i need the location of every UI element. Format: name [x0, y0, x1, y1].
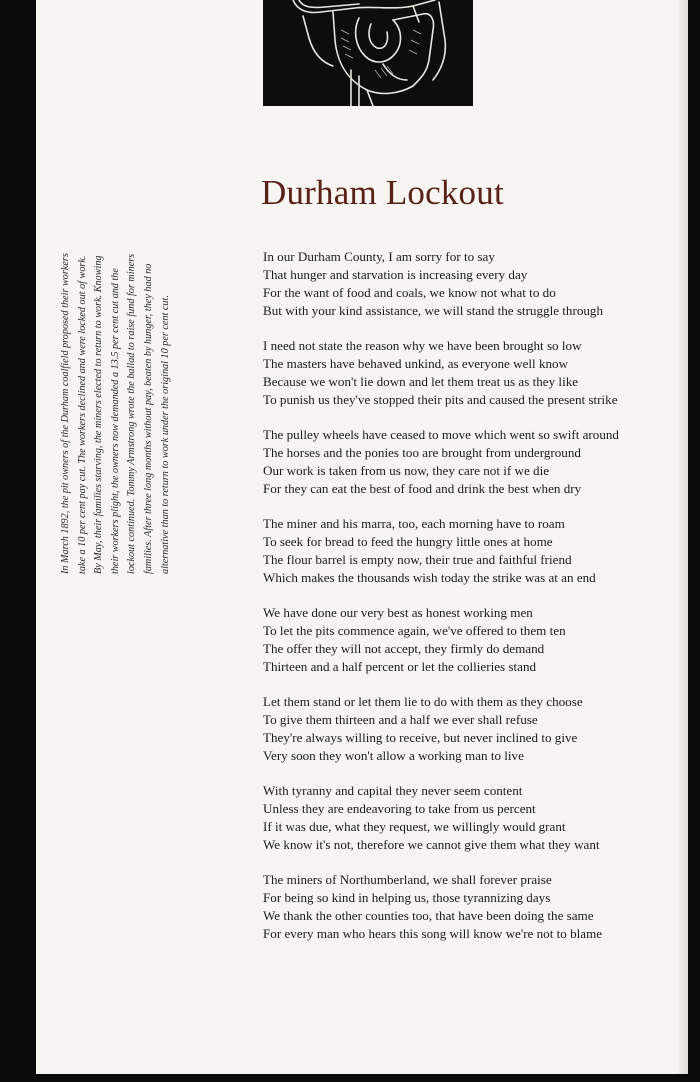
poem-line: The offer they will not accept, they firmly do demand	[263, 641, 545, 656]
poem-line: Very soon they won't allow a working man to live	[263, 748, 524, 763]
stanza-2	[263, 337, 683, 409]
paper-sheet	[36, 0, 688, 1074]
woodcut-engraving	[263, 0, 473, 106]
sidenote-line: take a 10 per cent pay cut. The workers declined and were locked out of work.	[76, 255, 88, 574]
poem-line: For being so kind in helping us, those tyrannizing days	[263, 890, 551, 905]
poem-body	[263, 248, 683, 960]
sidenote-line: alternative than to return to work under the original 10 per cent cut.	[159, 295, 171, 574]
page-title: Durham Lockout	[261, 173, 504, 212]
poem-line: With tyranny and capital they never seem content	[263, 783, 523, 798]
poem-line: We know it's not, therefore we cannot give them what they want	[263, 837, 600, 852]
poem-line: Our work is taken from us now, they care not if we die	[263, 463, 550, 478]
poem-line: The miners of Northumberland, we shall forever praise	[263, 872, 552, 887]
poem-line: The pulley wheels have ceased to move which went so swift around	[263, 427, 619, 442]
poem-line: To seek for bread to feed the hungry little ones at home	[263, 534, 553, 549]
poem-line: To punish us they've stopped their pits and caused the present strike	[263, 392, 618, 407]
sidenote-line: families. After three long months without pay, beaten by hunger, they had no	[142, 263, 154, 574]
woodcut-illustration	[263, 0, 473, 106]
stanza-3	[263, 426, 683, 498]
poem-line: To give them thirteen and a half we ever shall refuse	[263, 712, 538, 727]
poem-line: In our Durham County, I am sorry for to say	[263, 249, 495, 264]
poem-line: The masters have behaved unkind, as everyone well know	[263, 356, 569, 371]
poem-line: To let the pits commence again, we've offered to them ten	[263, 623, 566, 638]
poem-line: That hunger and starvation is increasing every day	[263, 267, 528, 282]
poem-line: I need not state the reason why we have been brought so low	[263, 338, 582, 353]
poem-line: Unless they are endeavoring to take from us percent	[263, 801, 536, 816]
sidenote-line: By May, their families starving, the miners elected to return to work. Knowing	[93, 255, 105, 574]
poem-line: If it was due, what they request, we willingly would grant	[263, 819, 566, 834]
stanza-5	[263, 604, 683, 676]
poem-line: For the want of food and coals, we know not what to do	[263, 285, 556, 300]
poem-line: The flour barrel is empty now, their true and faithful friend	[263, 552, 572, 567]
poem-line: Let them stand or let them lie to do with them as they choose	[263, 694, 583, 709]
poem-line: But with your kind assistance, we will stand the struggle through	[263, 303, 604, 318]
stanza-7	[263, 782, 683, 854]
poem-line: We thank the other counties too, that have been doing the same	[263, 908, 594, 923]
poem-line: For every man who hears this song will know we're not to blame	[263, 926, 603, 941]
sidenote-line: lockout continued. Tommy Armstrong wrote the ballad to raise fund for miners	[126, 253, 138, 574]
sidenote-line: In March 1892, the pit owners of the Durham coalfield proposed their workers	[60, 253, 71, 574]
stanza-1	[263, 248, 683, 320]
stanza-6	[263, 693, 683, 765]
poem-line: Which makes the thousands wish today the strike was at an end	[263, 570, 596, 585]
poem-line: They're always willing to receive, but never inclined to give	[263, 730, 578, 745]
sidenote-line: their workers plight, the owners now demanded a 13.5 per cent cut and the	[109, 268, 121, 574]
stanza-8	[263, 871, 683, 943]
poem-line: The horses and the ponies too are brought from underground	[263, 445, 581, 460]
poem-line: Thirteen and a half percent or let the collieries stand	[263, 659, 537, 674]
poem-line: For they can eat the best of food and drink the best when dry	[263, 481, 582, 496]
poem-line: The miner and his marra, too, each morning have to roam	[263, 516, 565, 531]
stanza-4	[263, 515, 683, 587]
poem-line: We have done our very best as honest working men	[263, 605, 533, 620]
historical-sidenote	[58, 179, 174, 574]
poem-line: Because we won't lie down and let them treat us as they like	[263, 374, 579, 389]
